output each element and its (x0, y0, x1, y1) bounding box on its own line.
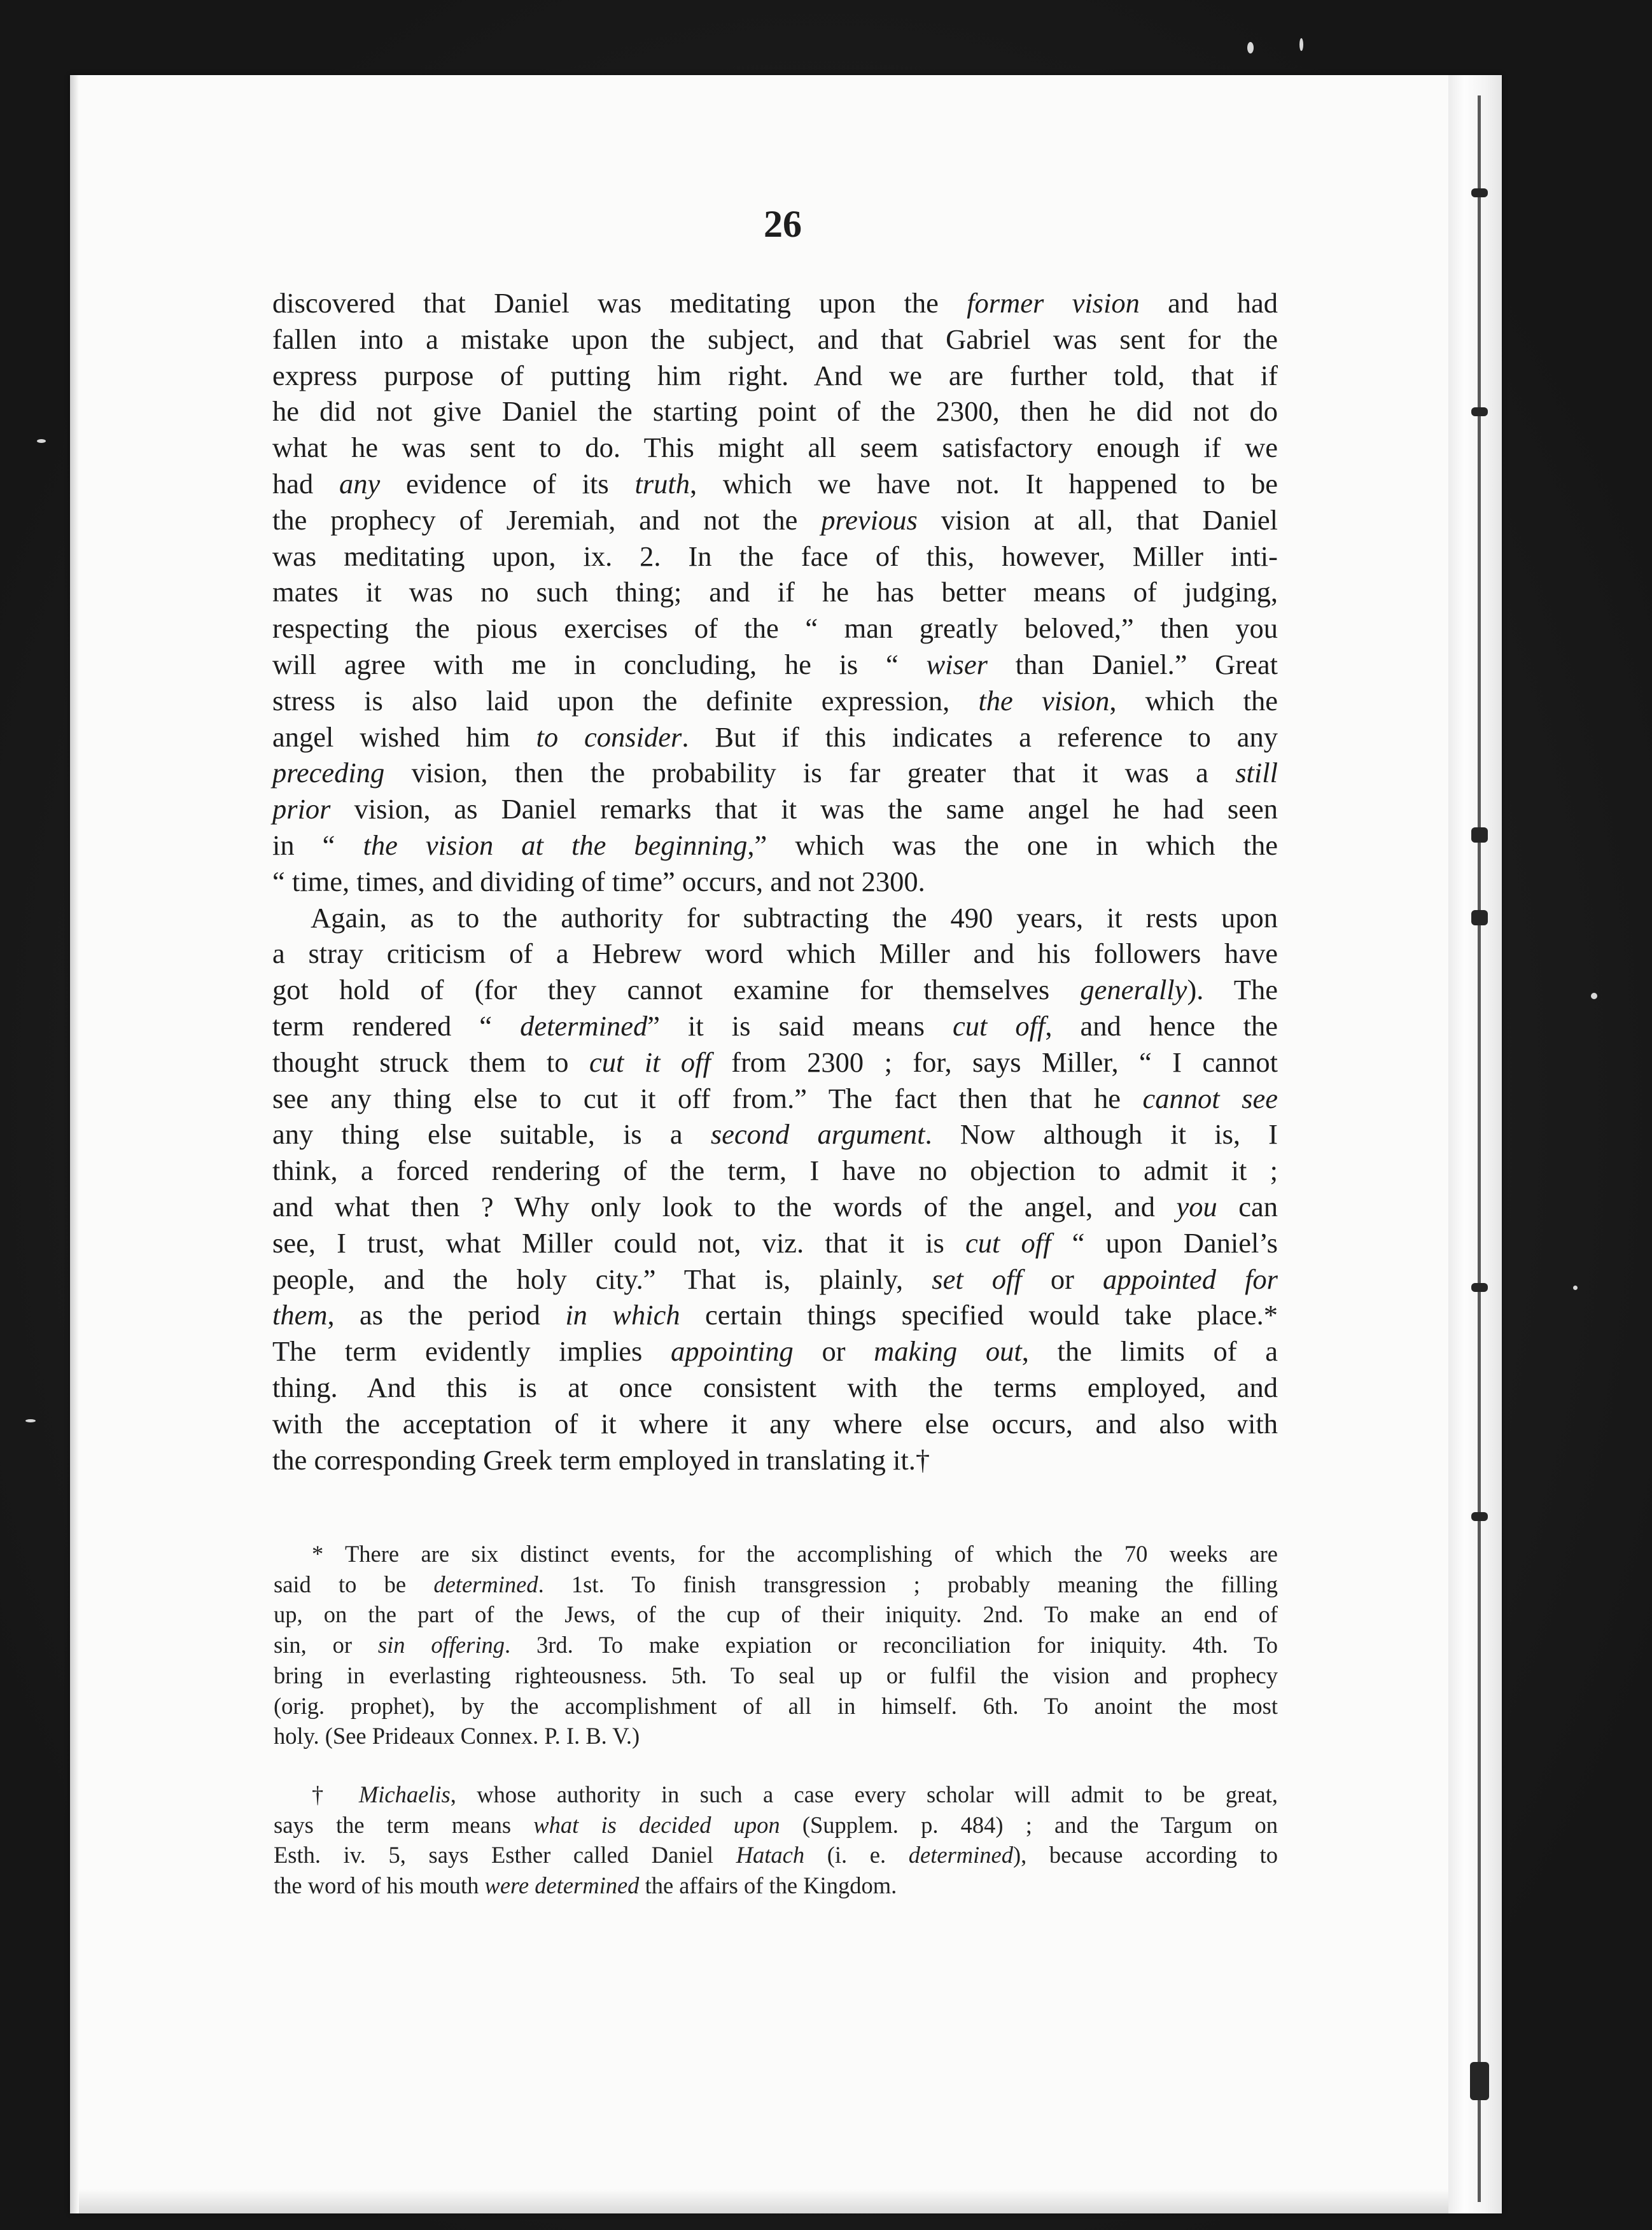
scan-speck (1573, 1286, 1578, 1290)
text-segment: cut it off (589, 1046, 711, 1078)
text-segment: any (339, 467, 381, 500)
text-segment: determined (433, 1571, 538, 1597)
text-line (274, 1599, 1278, 1630)
binding-stitch (1471, 910, 1488, 925)
text-segment: express purpose of putting him right. And we are further told, that if (272, 359, 1278, 391)
text-segment: . But if this indicates a reference to any (682, 720, 1278, 753)
text-segment: , the limits of a (1021, 1335, 1278, 1368)
text-line (274, 1721, 1278, 1751)
text-line (272, 719, 1278, 755)
text-line (272, 1442, 1278, 1478)
text-segment: set off (932, 1263, 1022, 1295)
footnote-dagger (274, 1779, 1278, 1901)
text-segment: were determined (484, 1872, 640, 1899)
text-segment: sin offering (377, 1632, 505, 1658)
text-segment: the word of his mouth (274, 1872, 485, 1899)
text-segment: and had (1139, 287, 1278, 319)
text-line (272, 358, 1278, 394)
text-line (272, 1261, 1278, 1298)
text-segment: Michaelis (358, 1781, 451, 1807)
text-segment: † (312, 1781, 359, 1807)
text-line (272, 1406, 1278, 1442)
text-line (272, 647, 1278, 683)
text-line (272, 900, 1278, 936)
text-line (272, 936, 1278, 972)
text-line (274, 1630, 1278, 1660)
text-segment: ), because according to (1012, 1842, 1278, 1869)
text-segment: says the term means (274, 1811, 534, 1838)
scan-speck (37, 439, 46, 443)
text-segment: generally (1080, 974, 1187, 1006)
text-segment: or (793, 1335, 874, 1368)
scan-speck (25, 1419, 36, 1422)
text-segment: vision, then the probability is far greater that it was a (384, 757, 1236, 789)
text-segment: was meditating upon, ix. 2. In the face of this, however, Miller inti- (272, 540, 1278, 572)
text-segment: up, on the part of the Jews, of the cup of their iniquity. 2nd. To make an end of (274, 1601, 1278, 1628)
text-line (272, 827, 1278, 864)
text-segment: the vision (978, 684, 1110, 717)
text-segment: can (1217, 1190, 1278, 1223)
text-segment: (i. e. (804, 1842, 909, 1869)
text-line (274, 1810, 1278, 1841)
text-segment: them (272, 1299, 328, 1331)
binding-stitch (1471, 1512, 1488, 1521)
text-segment: a stray criticism of a Hebrew word which Miller and his followers have (272, 937, 1278, 970)
text-line (272, 1189, 1278, 1225)
text-segment: any thing else suitable, is a (272, 1118, 711, 1151)
text-segment: fallen into a mistake upon the subject, and that Gabriel was sent for the (272, 323, 1278, 355)
text-segment: people, and the holy city.” That is, plainly, (272, 1263, 932, 1295)
text-segment: had (272, 467, 339, 500)
text-segment: appointing (670, 1335, 794, 1368)
text-line (272, 574, 1278, 610)
text-segment: wiser (926, 648, 988, 680)
text-line (272, 321, 1278, 358)
text-segment: the prophecy of Jeremiah, and not the (272, 503, 822, 536)
text-segment: cut off (965, 1226, 1051, 1259)
book-binding (1448, 75, 1502, 2213)
text-line (272, 393, 1278, 430)
text-segment: . 1st. To finish transgression ; probably meaning the filling (538, 1571, 1278, 1597)
text-segment: * There are six distinct events, for the accomplishing of which the 70 weeks are (312, 1541, 1278, 1567)
text-segment: determined (520, 1009, 648, 1042)
text-segment: cut off (952, 1009, 1046, 1042)
text-line (274, 1569, 1278, 1600)
text-segment: , which we have not. It happened to be (690, 467, 1278, 500)
text-line (272, 502, 1278, 538)
text-segment: Esth. iv. 5, says Esther called Daniel (274, 1842, 736, 1869)
text-segment: truth (634, 467, 690, 500)
text-segment: the corresponding Greek term employed in translating it.† (272, 1443, 930, 1476)
page-edge-shadow (79, 2189, 1502, 2213)
text-segment: and what then ? Why only look to the words of the angel, and (272, 1190, 1177, 1223)
text-segment: . Now although it is, I (925, 1118, 1278, 1151)
text-line (272, 610, 1278, 647)
footnote-asterisk (274, 1539, 1278, 1751)
text-segment: , whose authority in such a case every scholar will admit to be great, (450, 1781, 1278, 1807)
text-segment: , as the period (327, 1299, 566, 1331)
text-segment: what he was sent to do. This might all seem satisfactory enough if we (272, 431, 1278, 464)
text-segment: (Supplem. p. 484) ; and the Targum on (780, 1811, 1278, 1838)
text-segment: what is decided upon (533, 1811, 780, 1838)
text-segment: determined (908, 1842, 1013, 1869)
text-line (274, 1870, 1278, 1901)
text-segment: mates it was no such thing; and if he has better means of judging, (272, 576, 1278, 608)
text-segment: vision, as Daniel remarks that it was the same angel he had seen (330, 793, 1278, 825)
text-segment: said to be (274, 1571, 434, 1597)
text-line (272, 1297, 1278, 1333)
text-segment: he did not give Daniel the starting point of the 2300, then he did not do (272, 395, 1278, 428)
text-segment: (orig. prophet), by the accomplishment of all in himself. 6th. To anoint the most (274, 1692, 1278, 1719)
text-line (272, 1008, 1278, 1044)
text-line (272, 1153, 1278, 1189)
text-segment: preceding (272, 757, 385, 789)
text-segment: cannot see (1142, 1082, 1278, 1114)
text-line (274, 1691, 1278, 1722)
main-text (272, 285, 1278, 1478)
text-line (272, 683, 1278, 719)
text-segment: “ upon Daniel’s (1051, 1226, 1278, 1259)
text-line (272, 1081, 1278, 1117)
text-segment: stress is also laid upon the definite expression, (272, 684, 979, 717)
text-segment: in which (565, 1299, 680, 1331)
page-number: 26 (764, 203, 802, 245)
text-segment: holy. (See Prideaux Connex. P. I. B. V.) (274, 1723, 640, 1750)
text-segment: angel wished him (272, 720, 536, 753)
text-segment: . 3rd. To make expiation or reconciliation for iniquity. 4th. To (504, 1632, 1278, 1658)
text-segment: see, I trust, what Miller could not, viz. that it is (272, 1226, 965, 1259)
text-segment: the vision at the beginning (363, 829, 748, 861)
scan-speck (1299, 38, 1303, 51)
text-segment: than Daniel.” Great (987, 648, 1278, 680)
text-line (272, 285, 1278, 321)
text-segment: from 2300 ; for, says Miller, “ I cannot (710, 1046, 1278, 1078)
text-segment: The term evidently implies (272, 1335, 671, 1368)
text-line (272, 1370, 1278, 1406)
text-segment: , and hence the (1045, 1009, 1278, 1042)
text-segment: ). The (1187, 974, 1278, 1006)
text-segment: former vision (967, 287, 1140, 319)
text-segment: , which the (1109, 684, 1278, 717)
text-segment: sin, or (274, 1632, 378, 1658)
text-segment: got hold of (for they cannot examine for themselves (272, 974, 1081, 1006)
text-line (272, 864, 1278, 900)
text-segment: respecting the pious exercises of the “ man greatly beloved,” then you (272, 612, 1278, 645)
text-segment: ,” which was the one in which the (747, 829, 1278, 861)
text-line (272, 1116, 1278, 1153)
text-segment: appointed for (1103, 1263, 1278, 1295)
text-segment: you (1176, 1190, 1217, 1223)
text-segment: vision at all, that Daniel (917, 503, 1278, 536)
binding-stitch (1471, 827, 1488, 843)
text-segment: discovered that Daniel was meditating upon the (272, 287, 967, 319)
text-line (272, 791, 1278, 827)
text-segment: Again, as to the authority for subtracting the 490 years, it rests upon (311, 901, 1278, 934)
text-segment: or (1021, 1263, 1103, 1295)
text-segment: thing. And this is at once consistent with the terms employed, and (272, 1371, 1278, 1403)
text-segment: ” it is said means (647, 1009, 953, 1042)
text-line (274, 1779, 1278, 1810)
text-segment: think, a forced rendering of the term, I have no objection to admit it ; (272, 1154, 1278, 1187)
text-segment: to consider (536, 720, 682, 753)
text-segment: making out (874, 1335, 1022, 1368)
text-segment: term rendered “ (272, 1009, 521, 1042)
text-segment: in “ (272, 829, 363, 861)
text-line (274, 1539, 1278, 1569)
text-line (272, 466, 1278, 502)
page-edge-shadow (70, 75, 79, 2213)
text-segment: will agree with me in concluding, he is “ (272, 648, 927, 680)
binding-stitch (1471, 188, 1488, 197)
text-segment: previous (821, 503, 918, 536)
text-segment: certain things specified would take place.* (680, 1299, 1278, 1331)
text-segment: “ time, times, and dividing of time” occurs, and not 2300. (272, 865, 925, 897)
text-segment: evidence of its (380, 467, 635, 500)
text-line (272, 755, 1278, 791)
text-line (272, 1044, 1278, 1081)
text-line (272, 972, 1278, 1008)
text-segment: the affairs of the Kingdom. (639, 1872, 897, 1899)
text-segment: see any thing else to cut it off from.” The fact then that he (272, 1082, 1143, 1114)
text-line (272, 538, 1278, 575)
text-line (272, 1225, 1278, 1261)
binding-stitch (1471, 1283, 1488, 1292)
text-line (274, 1660, 1278, 1691)
text-line (274, 1840, 1278, 1870)
text-segment: bring in everlasting righteousness. 5th. To seal up or fulfil the vision and prophecy (274, 1662, 1278, 1688)
binding-stitch (1470, 2062, 1489, 2100)
scan-speck (1247, 42, 1254, 53)
text-segment: thought struck them to (272, 1046, 589, 1078)
text-segment: still (1235, 757, 1278, 789)
text-line (272, 430, 1278, 466)
text-segment: with the acceptation of it where it any where else occurs, and also with (272, 1407, 1278, 1440)
text-segment: second argument (710, 1118, 925, 1151)
binding-stitch (1471, 407, 1488, 416)
text-line (272, 1333, 1278, 1370)
text-segment: prior (272, 793, 331, 825)
text-segment: Hatach (736, 1842, 805, 1869)
scan-speck (1591, 993, 1597, 999)
